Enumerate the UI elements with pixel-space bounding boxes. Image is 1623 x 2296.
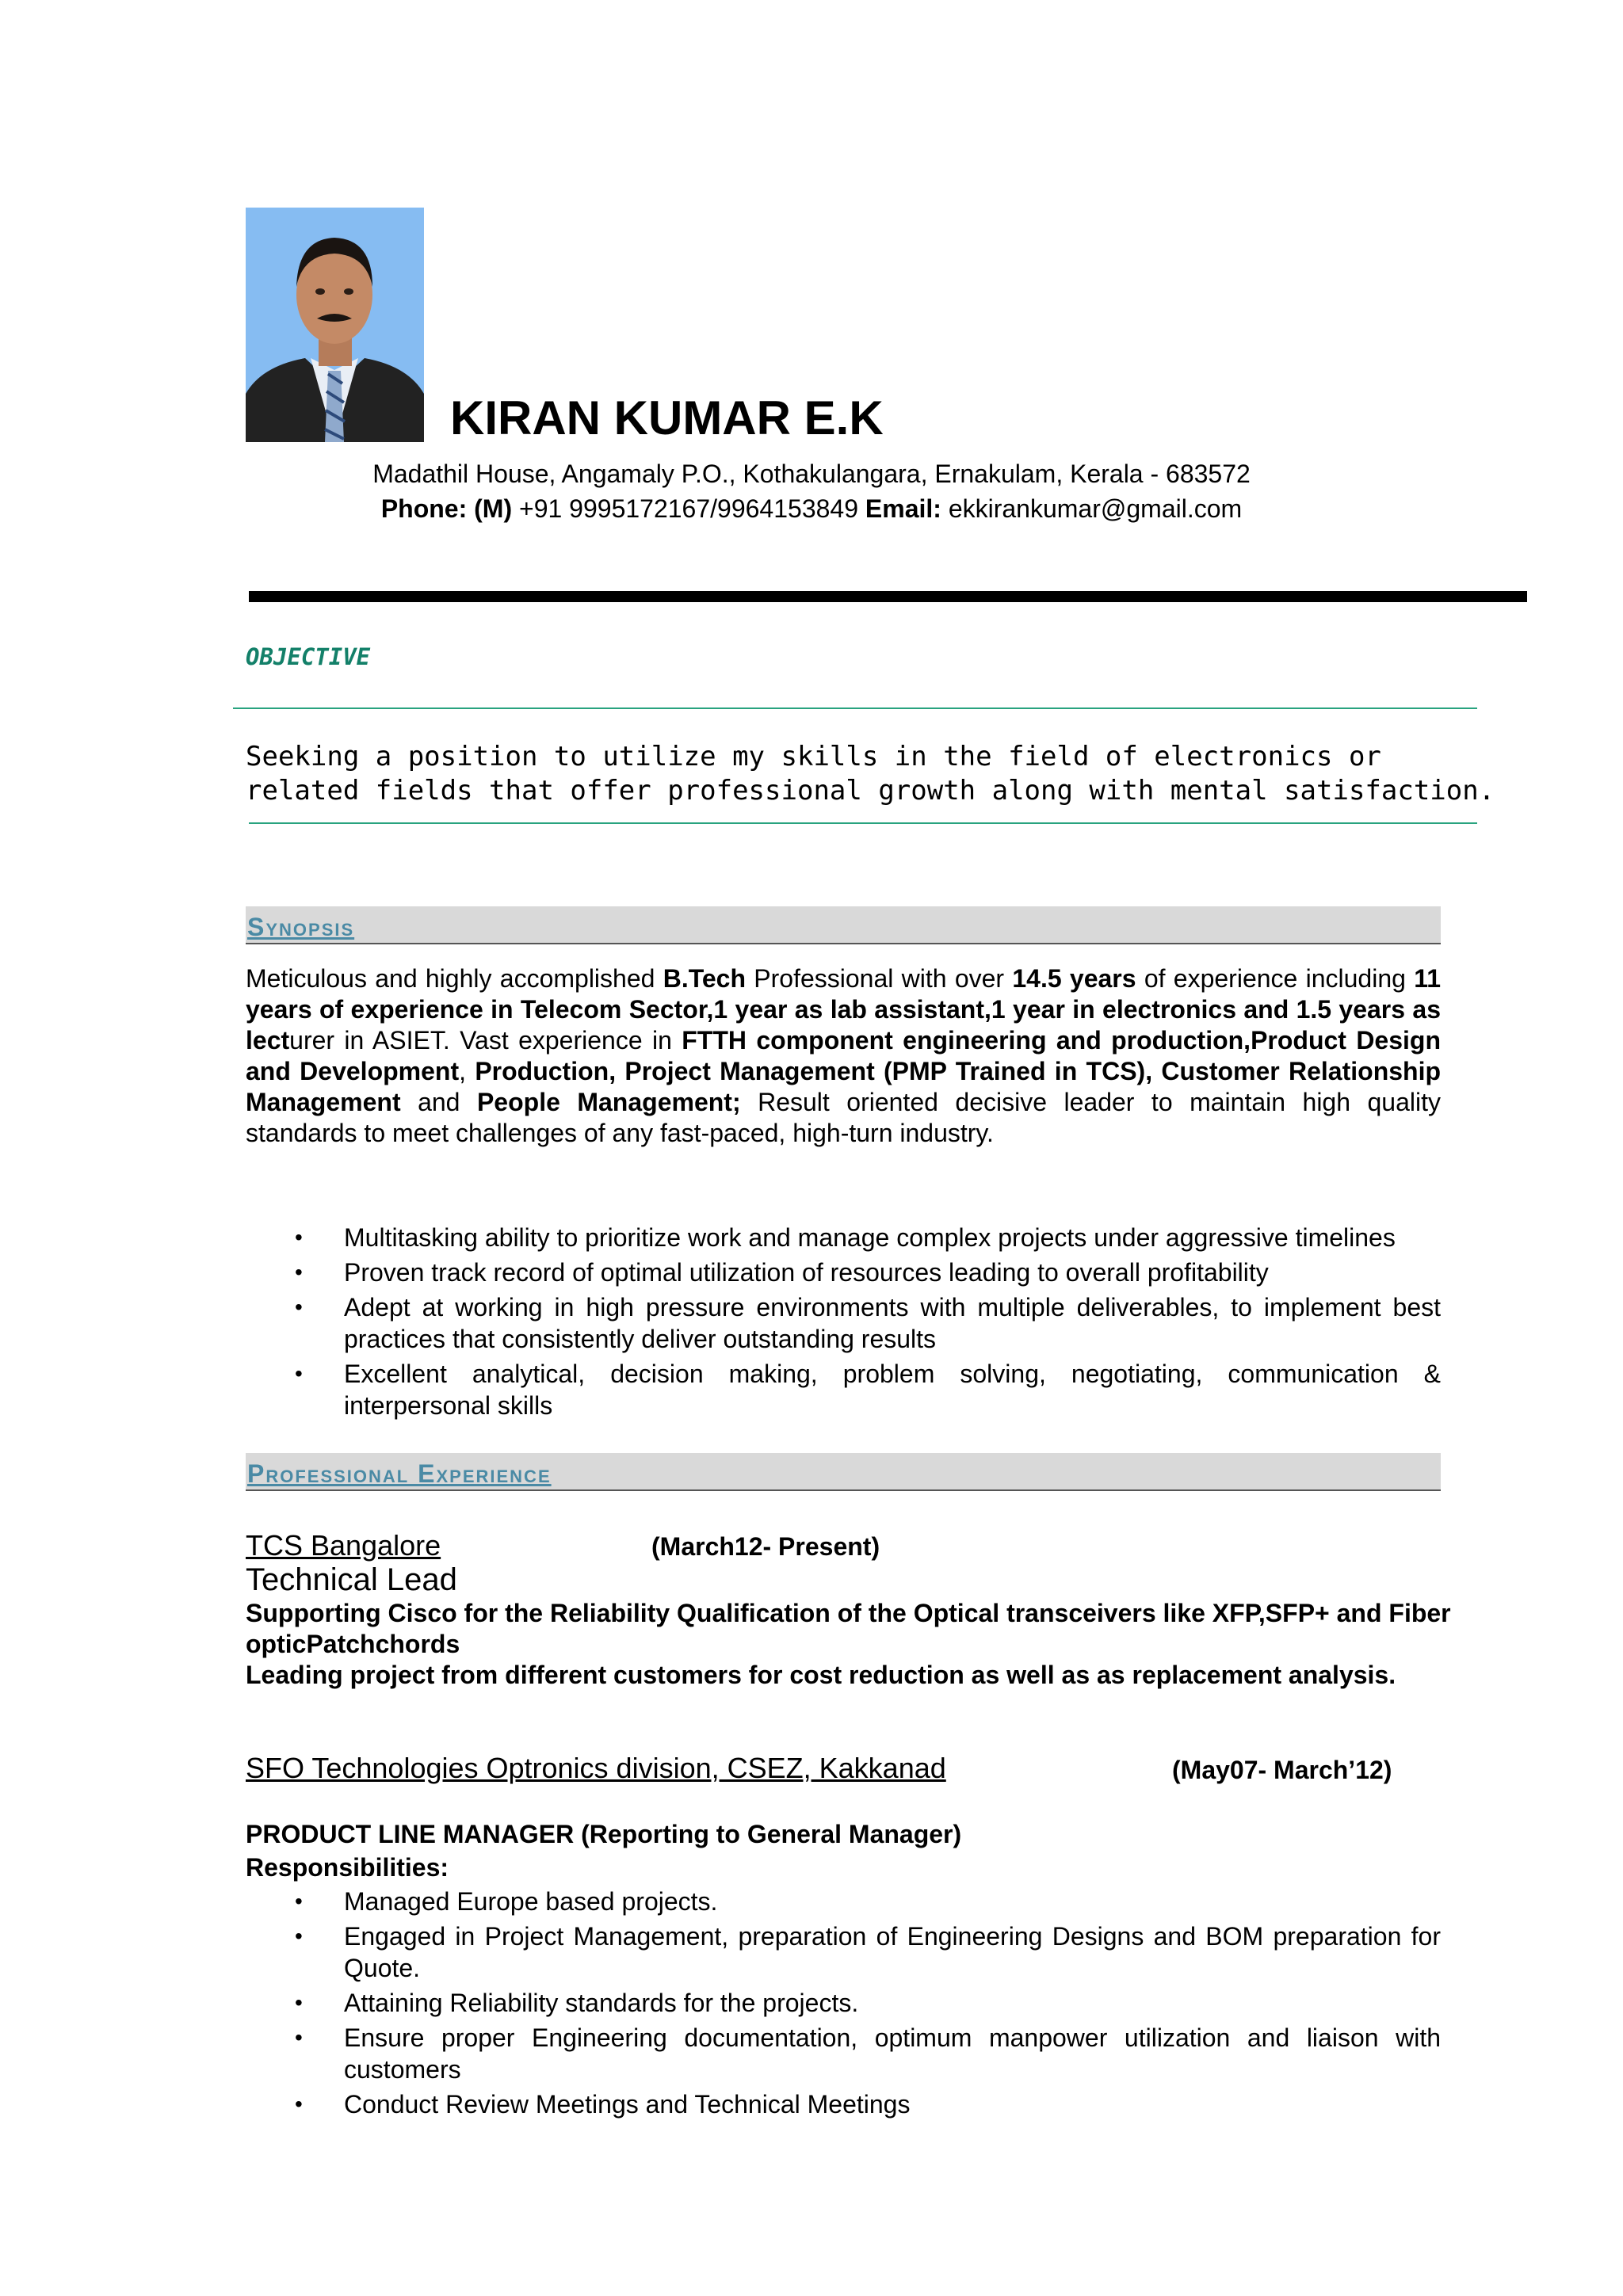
- synopsis-bullet-item: • Excellent analytical, decision making, problem solving, negotiating, communication & interpersonal skills: [344, 1358, 1441, 1421]
- responsibility-item: • Ensure proper Engineering documentation, optimum manpower utilization and liaison with customers: [344, 2022, 1441, 2085]
- experience-section-bar: [246, 1453, 1441, 1491]
- synopsis-segment: and: [400, 1088, 477, 1116]
- synopsis-segment: 11 years of experience in Telecom Sector,1 year as lab assistant,1 year in electronics and 1.5 years as lect: [246, 964, 1442, 1055]
- job-title: PRODUCT LINE MANAGER (Reporting to General Manager): [246, 1820, 962, 1848]
- synopsis-heading: Synopsis: [247, 913, 355, 941]
- job-dates: (May07- March’12): [1172, 1756, 1392, 1784]
- email-label: Email:: [865, 494, 941, 523]
- job-title: Technical Lead: [246, 1562, 457, 1597]
- objective-heading: OBJECTIVE: [246, 643, 371, 670]
- job-company: TCS Bangalore: [246, 1529, 441, 1562]
- synopsis-segment: FTTH component engineering and production,Product Design and Development: [246, 1026, 1442, 1085]
- synopsis-segment: of experience including: [1136, 964, 1415, 993]
- responsibility-item: • Conduct Review Meetings and Technical Meetings: [344, 2088, 1441, 2120]
- responsibility-item: • Managed Europe based projects.: [344, 1886, 1441, 1917]
- job-company: SFO Technologies Optronics division, CSEZ, Kakkanad: [246, 1752, 946, 1784]
- synopsis-paragraph: [246, 963, 1441, 1149]
- phone-value: +91 9995172167/9964153849: [519, 494, 858, 523]
- synopsis-segment: ,: [459, 1057, 475, 1085]
- email-value: ekkirankumar@gmail.com: [948, 494, 1243, 523]
- synopsis-segment: Meticulous and highly accomplished: [246, 964, 663, 993]
- person-portrait-icon: [246, 208, 424, 442]
- synopsis-segment: People Management;: [476, 1088, 741, 1116]
- synopsis-bullet-list: [344, 1222, 1441, 1425]
- contact-line: [0, 494, 1623, 524]
- candidate-name: KIRAN KUMAR E.K: [450, 391, 884, 444]
- job-description: Supporting Cisco for the Reliability Qualification of the Optical transceivers like XFP,SFP+ and Fiber opticPatchchords: [246, 1599, 1451, 1658]
- profile-photo: [246, 208, 424, 442]
- header-divider: [249, 591, 1527, 602]
- synopsis-bullet-item: • Adept at working in high pressure environments with multiple deliverables, to implement best practices that consistently deliver outstanding results: [344, 1291, 1441, 1355]
- responsibilities-list: [344, 1886, 1441, 2123]
- phone-label: Phone: (M): [380, 494, 513, 523]
- objective-bottom-rule: [249, 822, 1477, 824]
- synopsis-segment: Professional with over: [746, 964, 1013, 993]
- synopsis-bullet-item: • Multitasking ability to prioritize work and manage complex projects under aggressive timelines: [344, 1222, 1441, 1253]
- synopsis-segment: Production, Project Management (PMP Trained in TCS), Customer Relationship Management: [246, 1057, 1442, 1116]
- responsibility-item: • Engaged in Project Management, preparation of Engineering Designs and BOM preparation for Quote.: [344, 1920, 1441, 1984]
- synopsis-segment: B.Tech: [663, 964, 747, 993]
- responsibility-item: • Attaining Reliability standards for the projects.: [344, 1987, 1441, 2019]
- objective-top-rule: [233, 707, 1477, 709]
- job-dates: (March12- Present): [651, 1532, 880, 1561]
- responsibilities-label: Responsibilities:: [246, 1853, 449, 1882]
- synopsis-bullet-item: • Proven track record of optimal utilization of resources leading to overall profitability: [344, 1257, 1441, 1288]
- objective-text: Seeking a position to utilize my skills in the field of electronics or related fields that offer professional growth along with mental satisfaction.: [246, 741, 1495, 807]
- job-description: Leading project from different customers for cost reduction as well as as replacement analysis.: [246, 1661, 1396, 1689]
- address-text: Madathil House, Angamaly P.O., Kothakulangara, Ernakulam, Kerala - 683572: [372, 460, 1251, 488]
- synopsis-segment: 14.5 years: [1012, 964, 1136, 993]
- synopsis-section-bar: [246, 906, 1441, 944]
- synopsis-segment: urer in ASIET. Vast experience in: [289, 1026, 682, 1055]
- address-line: [0, 460, 1623, 489]
- experience-heading: Professional Experience: [247, 1459, 552, 1488]
- synopsis-segment: Result oriented decisive leader to maintain high quality standards to meet challenges of any fast-paced, high-turn industry.: [246, 1088, 1442, 1147]
